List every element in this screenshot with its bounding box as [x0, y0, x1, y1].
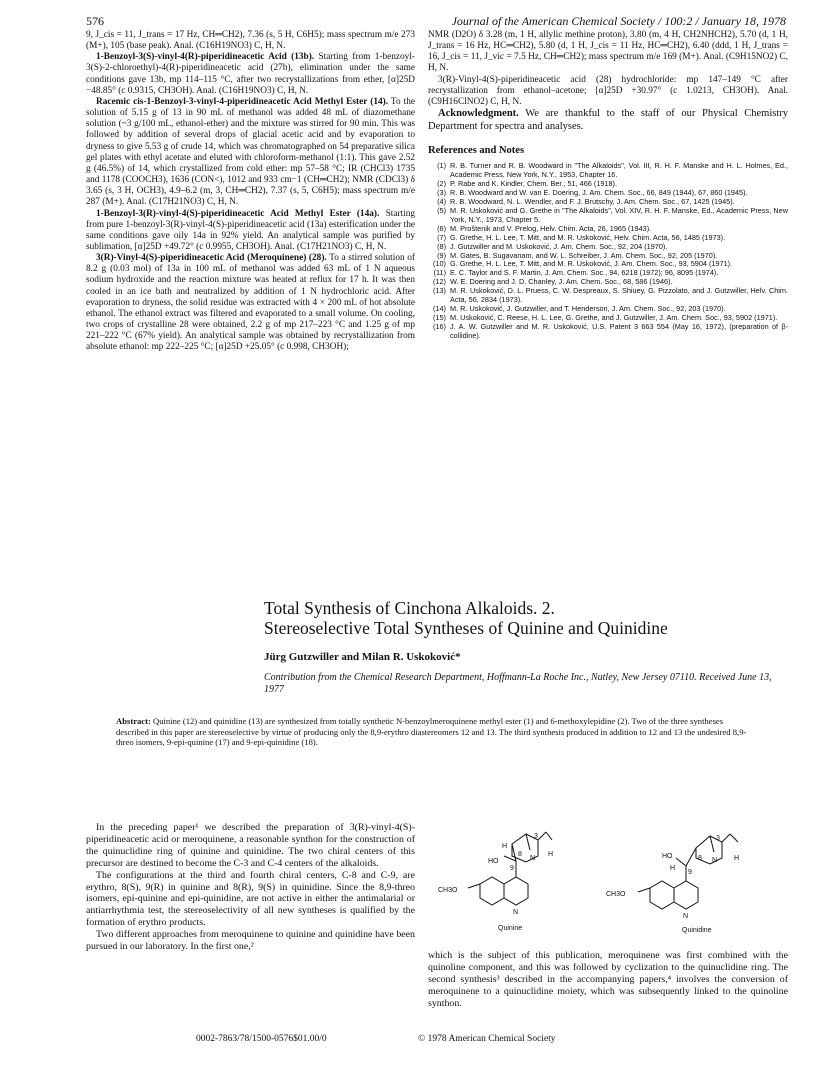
paragraph: In the preceding paper¹ we described the preparation of 3(R)-vinyl-4(S)-piperidineacetic acid or meroquinene, a reasonable synthon for the construction of the quinuclidine ring of quinine and quinidine. The two chiral centers of this precursor are destined to become the C-3 and C-4 centers of the alkaloids. — [86, 822, 415, 869]
quinine-h-label-2: H — [548, 851, 554, 858]
reference-text: E. C. Taylor and S. F. Martin, J. Am. Chem. Soc., 94, 6218 (1972); 96, 8095 (1974). — [450, 268, 719, 278]
reference-text: R. B. Turner and R. B. Woodward in "The Alkaloids", Vol. III, R. H. F. Manske and H. L. Holmes, Ed., Academic Press, New York, N.Y., 1953, Chapter 16. — [450, 161, 788, 180]
paragraph: 3(R)-Vinyl-4(S)-piperidineacetic acid (28) hydrochloride: mp 147–149 °C after recrystallization from ethanol–acetone; [α]25D +30.97° (c 1.0213, CH3OH). Anal. (C9H16ClNO2) C, H, N. — [428, 74, 788, 107]
reference-number: (2) — [437, 179, 446, 189]
reference-number: (4) — [437, 197, 446, 207]
body-right-column — [428, 950, 788, 1030]
paragraph: which is the subject of this publication, meroquinene was first combined with the quinoline component, and this was followed by cyclization to the quinuclidine ring. The second synthesis³ described in the accompanying papers,⁴ involves the conversion of meroquinene to a quinuclidine moiety, which was subsequently linked to the quinoline synthon. — [428, 950, 788, 1009]
quinine-n-label: N — [513, 909, 519, 916]
quinine-quinidine-structures — [430, 826, 790, 948]
quinidine-c8-label: 8 — [698, 855, 702, 862]
reference-number: (11) — [433, 268, 446, 278]
references-list — [428, 162, 788, 340]
paragraph: NMR (D2O) δ 3.28 (m, 1 H, allylic methine proton), 3.80 (m, 4 H, CH2NHCH2), 5.70 (d, 1 H, J_trans = 16 Hz, HC═CH2), 5.80 (d, 1 H, J_cis = 11 Hz, HC═CH2), 6.40 (ddd, 1 H, J_trans = 16, J_cis = 11, J_vic = 7.5 Hz, CH═CH2); mass spectrum m/e 169 (M+). Anal. (C9H15NO2) C, H, N. — [428, 30, 788, 74]
quinine-c9-label: 9 — [510, 865, 514, 872]
reference-number: (9) — [437, 250, 446, 260]
reference-text: R. B. Woodward and W. van E. Doering, J. Am. Chem. Soc., 66, 849 (1944), 67, 860 (1945). — [450, 188, 748, 198]
reference-number: (16) — [433, 321, 446, 331]
paragraph — [86, 97, 415, 209]
abstract-text: Quinine (12) and quinidine (13) are synthesized from totally synthetic N-benzoylmeroquinene methyl ester (1) and 6-methoxylepidine (2). Two of the three syntheses described in this paper are stereoselective by virtue of producing only the 8,9-erythro diastereomers 12 and 13. The third synthesis produced in addition to 12 and 13 the undesired 8,9-threo isomers, 9-epi-quinine (17) and 9-epi-quinidine (18). — [116, 716, 747, 748]
reference-number: (13) — [433, 286, 446, 296]
experimental-left-column — [86, 30, 415, 520]
reference-number: (1) — [437, 161, 446, 171]
quinine-ho-label: HO — [488, 858, 499, 865]
reference-number: (14) — [433, 303, 446, 313]
quinine-methoxy-label: CH3O — [438, 887, 458, 894]
quinine-n-bridge-label: N — [530, 855, 536, 862]
paragraph — [86, 253, 415, 353]
quinine-c8-label: 8 — [518, 851, 522, 858]
reference-number: (10) — [433, 259, 446, 269]
quinidine-c9-label: 9 — [688, 869, 692, 876]
quinidine-n-bridge-label: N — [712, 857, 718, 864]
article-title — [264, 598, 804, 638]
compound-heading: Racemic cis-1-Benzoyl-3-vinyl-4-piperidineacetic Acid Methyl Ester (14). — [96, 96, 389, 107]
authors: Jürg Gutzwiller and Milan R. Uskoković* — [264, 651, 461, 663]
compound-heading: 1-Benzoyl-3(S)-vinyl-4(R)-piperidineacetic Acid (13b). — [96, 52, 315, 63]
quinine-caption: Quinine — [498, 925, 523, 932]
reference-text: G. Grethe, H. L. Lee, T. Mitt, and M. R. Uskoković, J. Am. Chem. Soc., 93, 5904 (1971). — [450, 259, 733, 269]
quinine-c3-label: 3 — [534, 833, 538, 840]
quinidine-methoxy-label: CH3O — [606, 891, 626, 898]
reference-text: W. E. Doering and J. D. Chanley, J. Am. Chem. Soc., 68, 586 (1946). — [450, 277, 673, 287]
paragraph: Two different approaches from meroquinene to quinine and quinidine have been pursued in our laboratory. In the first one,² — [86, 929, 415, 953]
article-code: 0002-7863/78/1500-0576$01.00/0 — [196, 1034, 327, 1044]
quinine-h-label-1: H — [502, 843, 508, 850]
reference-number: (8) — [437, 241, 446, 251]
paragraph-text: To the solution of 5.15 g of 13 in 90 mL of methanol was added 48 mL of diazomethane solution (~3 g/100 mL, ethanol-ether) and the mixture was stirred for 90 min. This was followed by addition of several drops of glacial acetic acid and by evaporation to dryness to give 5.53 g of crude 14, which was chromatographed on 54 preparative silica gel plates with ethyl acetate and eluted with chloroform-methanol (1:1). This gave 2.52 g (46.5%) of 14, which crystallized from cold ether: mp 57–58 °C; IR (CHCl3) 1735 and 1178 (COOCH3), 1636 (CON<), 1012 and 933 cm−1 (CH═CH2); NMR (CDCl3) δ 3.65 (s, 3 H, OCH3), 4.9–6.2 (m, 3, CH═CH2), 7.37 (s, 5, C6H5); mass spectrum m/e 287 (M+). Anal. (C17H21NO3) C, H, N. — [86, 96, 415, 208]
title-line-2: Stereoselective Total Syntheses of Quinine and Quinidine — [264, 618, 668, 638]
acknowledgment — [428, 108, 788, 133]
reference-text: M. R. Uskoković, J. Gutzwiller, and T. Henderson, J. Am. Chem. Soc., 92, 203 (1970). — [450, 303, 726, 313]
reference-number: (7) — [437, 232, 446, 242]
acknowledgment-text: We are thankful to the staff of our Physical Chemistry Department for spectra and analyses. — [428, 108, 788, 132]
title-line-1: Total Synthesis of Cinchona Alkaloids. 2. — [264, 598, 555, 618]
paragraph: 9, J_cis = 11, J_trans = 17 Hz, CH═CH2), 7.36 (s, 5 H, C6H5); mass spectrum m/e 273 (M+), 105 (base peak). Anal. (C16H19NO3) C, H, N. — [86, 30, 415, 52]
paragraph-text: Starting from 1-benzoyl-3(S)-2-chloroethyl)-4(R)-piperidineacetic acid (27b), elimination under the same conditions gave 13b, mp 114–115 °C, after two recrystallizations from ether, [α]25D −48.85° (c 0.9315, CH3OH). Anal. (C16H19NO3) C, H, N. — [86, 52, 415, 96]
reference-number: (6) — [437, 223, 446, 233]
paragraph: The configurations at the third and fourth chiral centers, C-8 and C-9, are erythro, 8(S), 9(R) in quinine and 8(R), 9(S) in quinidine. Since the 8,9-threo isomers, epi-quinine and epi-quinidine, are not active in either the antimalarial or antiarrhythmia test, the stereoselectivity of all new syntheses is qualified by the formation of erythro products. — [86, 869, 415, 929]
reference-number: (3) — [437, 188, 446, 198]
reference-text: M. Uskoković, C. Reese, H. L. Lee, G. Grethe, and J. Gutzwiller, J. Am. Chem. Soc., 93, 5902 (1971). — [450, 312, 778, 322]
paragraph-text: Starting from pure 1-benzoyl-3(R)-vinyl-4(S)-piperidineacetic acid (13a) esterification under the same conditions gave oily 14a in 92% yield. An analytical sample was purified by sublimation, [α]25D +49.72° (c 0.9955, CH3OH). Anal. (C17H21NO3) C, H, N. — [86, 208, 415, 252]
reference-text: G. Grethe, H. L. Lee, T. Mitt, and M. R. Uskoković, Helv. Chim. Acta, 56, 1485 (1973). — [450, 232, 726, 242]
journal-citation: Journal of the American Chemical Society / 100:2 / January 18, 1978 — [451, 14, 786, 28]
copyright: © 1978 American Chemical Society — [418, 1034, 556, 1044]
acknowledgment-heading: Acknowledgment. — [438, 108, 519, 120]
reference-text: J. A. W. Gutzwiller and M. R. Uskoković, U.S. Patent 3 663 554 (May 16, 1972), (preparation of β-collidine). — [450, 321, 788, 340]
reference-text: R. B. Woodward, N. L. Wendler, and F. J. Brutschy, J. Am. Chem. Soc., 67, 1425 (1945). — [450, 197, 735, 207]
abstract-label: Abstract: — [116, 716, 151, 726]
quinidine-caption: Quinidine — [682, 927, 712, 934]
quinidine-ho-label: HO — [662, 853, 673, 860]
contribution-line: Contribution from the Chemical Research Department, Hoffmann-La Roche Inc., Nutley, New Jersey 07110. Received June 13, 1977 — [264, 672, 772, 695]
reference-text: M. Gates, B. Sugavanam, and W. L. Schreiber, J. Am. Chem. Soc., 92, 205 (1970). — [450, 250, 718, 260]
quinidine-c3-label: 3 — [716, 835, 720, 842]
compound-heading: 3(R)-Vinyl-4(S)-piperidineacetic Acid (Meroquinene) (28). — [96, 253, 327, 264]
reference-number: (12) — [433, 277, 446, 287]
quinidine-h-label-2: H — [734, 855, 740, 862]
paragraph — [86, 52, 415, 97]
reference-item — [428, 162, 788, 180]
quinidine-n-label: N — [683, 913, 689, 920]
page-number: 576 — [86, 14, 104, 28]
reference-text: P. Rabe and K. Kindler, Chem. Ber., 51, 466 (1918). — [450, 179, 617, 189]
reference-item — [428, 287, 788, 305]
paragraph-text: To a stirred solution of 8.2 g (0.03 mol) of 13a in 100 mL of methanol was added 63 mL of 1 N aqueous sodium hydroxide and the reaction mixture was heated at reflux for 17 h. It was then cooled in an ice bath and neutralized by addition of 1 N hydrochloric acid. After evaporation to dryness, the solid residue was extracted with 4 × 200 mL of hot absolute ethanol. The ethanol extract was filtered and evaporated to a small volume. On cooling, two crops of crystalline 28 were obtained, 2.2 g of mp 217–223 °C and 1.25 g of mp 221–222 °C (67% yield). An analytical sample was obtained by recrystallization from absolute ethanol: mp 222–225 °C; [α]25D +25.05° (c 0.998, CH3OH); — [86, 253, 415, 353]
reference-text: J. Gutzwiller and M. Uskoković, J. Am. Chem. Soc., 92, 204 (1970). — [450, 241, 668, 251]
abstract — [116, 716, 758, 748]
reference-text: M. Proštenik and V. Prelog, Helv. Chim. Acta, 26, 1965 (1943). — [450, 223, 652, 233]
paragraph — [86, 209, 415, 254]
compound-heading: 1-Benzoyl-3(R)-vinyl-4(S)-piperidineacetic Acid Methyl Ester (14a). — [96, 208, 380, 219]
experimental-right-column — [428, 30, 788, 520]
references-heading: References and Notes — [428, 145, 525, 157]
reference-item — [428, 323, 788, 341]
reference-text: M. R. Uskoković and G. Grethe in "The Alkaloids", Vol. XIV, R. H. F. Manske, Ed., Academic Press, New York, N.Y., 1973, Chapter 5. — [450, 205, 788, 224]
quinidine-h-label-1: H — [670, 865, 676, 872]
reference-text: M. R. Uskoković, D. L. Pruess, C. W. Despreaux, S. Shiuey, G. Pizzolato, and J. Gutzwiller, Helv. Chim. Acta, 56, 2834 (1973). — [450, 286, 788, 305]
reference-number: (5) — [437, 205, 446, 215]
reference-item — [428, 207, 788, 225]
body-left-column — [86, 822, 415, 1022]
reference-number: (15) — [433, 312, 446, 322]
